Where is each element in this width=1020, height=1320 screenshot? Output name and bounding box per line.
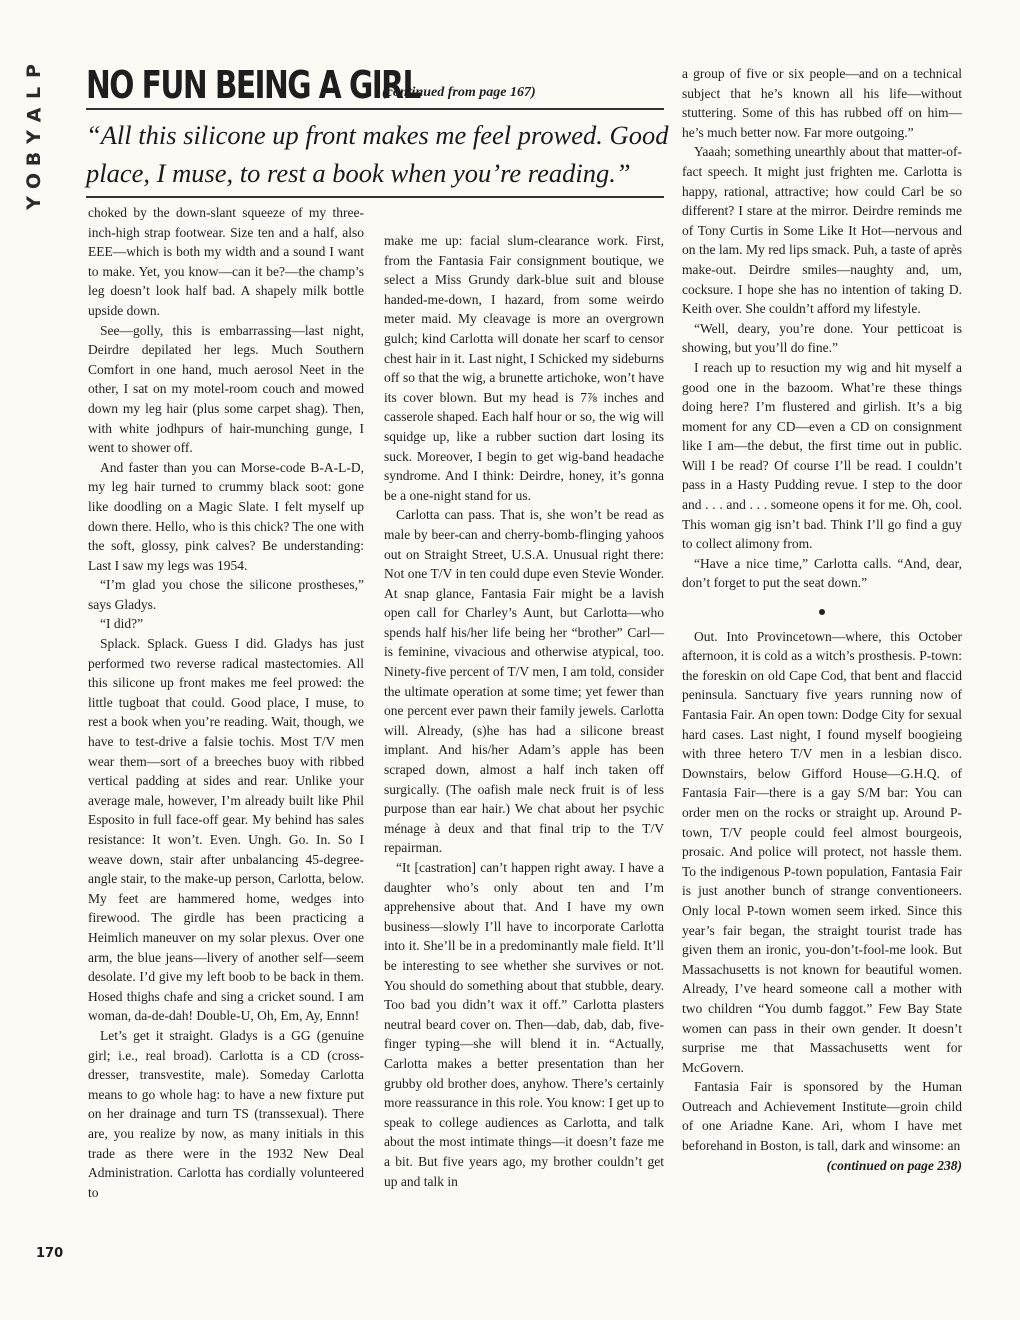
paragraph: “Well, deary, you’re done. Your petticoat is showing, but you’ll do fine.” (682, 320, 962, 356)
paragraph: Let’s get it straight. Gladys is a GG (genuine girl; i.e., real broad). Carlotta is a CD (cross-dresser, transvestite, male). Someday Carlotta means to go whole hag: to have a new fixture put on her drainage and turn TS (transsexual). There are, you realize by now, as many initials in this trade as there were in the 1932 New Deal Administration. Carlotta has cordially volunteered to (88, 1027, 364, 1200)
paragraph: Out. Into Provincetown—where, this October afternoon, it is cold as a witch’s prosthesis. P-town: the foreskin on old Cape Cod, that bent and flaccid peninsula. Sanctuary five years running now of Fantasia Fair. An open town: Dodge City for sexual hard cases. Last night, I found myself boogieing with three hetero T/V men in a lesbian disco. Downstairs, below Gifford House—G.H.Q. of Fantasia Fair—there is a gay S/M bar: You can order men on the rocks or straight up. Around P-town, T/V people could feel almost bourgeois, prosaic. And police will protect, not hassle them. To the indigenous P-town population, Fantasia Fair is just another bunch of strange conventioneers. Only local P-town women seem irked. Since this year’s fair began, the straight tourist trade has given them an ironic, you-don’t-fool-me look. But Massachusetts is not known for beautiful women. Already, I’ve heard someone call a mother with two children “You dumb faggot.” Few Bay State women can pass in their own gender. It doesn’t surprise me that Massachusetts went for McGovern. (682, 628, 962, 1075)
paragraph: “Have a nice time,” Carlotta calls. “And, dear, don’t forget to put the seat down.” (682, 555, 962, 591)
paragraph: “I did?” (100, 616, 144, 632)
paragraph: Yaaah; something unearthly about that matter-of-fact speech. It might just frighten me. Carlotta is happy, rational, attractive; how could Carl be so different? I stare at the mirror. Deirdre reminds me of Tony Curtis in Some Like It Hot—nervous and on the lam. My red lips smack. Puh, a taste of après make-out. Deirdre smiles—naughty and, um, cocksure. I hope she has no intention of taking D. Keith over. She couldn’t afford my lifestyle. (682, 144, 962, 317)
runner-letter: L (22, 86, 45, 100)
article-header (86, 57, 666, 105)
section-bullet-icon (819, 609, 825, 615)
runner-letter: O (23, 172, 45, 190)
page-number: 170 (36, 1246, 64, 1261)
paragraph: I reach up to resuction my wig and hit myself a good one in the bazoom. What’re these things doing here? I’m flustered and girlish. It’s a big moment for any CD—even a CD on consignment like I am—the debut, the first time out in public. Will I be read? Of course I’ll be read. I couldn’t pass in a Hasty Pudding revue. I step to the door and . . . and . . . someone opens it for me. Oh, cool. This woman gig isn’t bad. Think I’ll go find a guy to collect alimony from. (682, 359, 962, 552)
article-column-1 (88, 203, 364, 1202)
continued-from-note: (continued from page 167) (382, 85, 536, 100)
continued-on-note: (continued on page 238) (826, 1157, 962, 1173)
article-column-3 (682, 64, 962, 1175)
paragraph: “It [castration] can’t happen right away. I have a daughter who’s only about ten and I’m apprehensive about that. And I have my own business—slowly I’ll have to incorporate Carlotta into it. She’ll be in a predominantly male field. It’ll be interesting to see whether she survives or not. You should do something about that stubble, deary. Too bad you didn’t wax it off.” Carlotta plasters neutral beard cover on. Then—dab, dab, dab, five-finger typing—she will blend it in. “Actually, Carlotta makes a better presentation than her grubby old brother does, anyhow. There’s certainly more reassurance in this role. You know: I get up to speak to college audiences as Carlotta, and talk about the most intimate things—it doesn’t faze me a bit. But five years ago, my brother couldn’t get up and talk in (384, 860, 664, 1189)
paragraph: And faster than you can Morse-code B-A-L-D, my leg hair turned to crummy black soot: gone like doodling on a Magic Slate. I felt myself up down there. Hello, who is this chick? The one with the soft, glossy, pink calves? Be understanding: Last I saw my legs was 1954. (88, 459, 364, 573)
paragraph: choked by the down-slant squeeze of my three-inch-high strap footwear. Size ten and a half, also EEE—which is both my width and a sound I want to make. Yet, you know—can it be?—the champ’s leg doesn’t look half bad. A shapely milk bottle upside down. (88, 205, 364, 318)
article-headline: NO FUN BEING A GIRL (86, 63, 420, 107)
runner-letter: Y (22, 196, 45, 210)
paragraph: make me up: facial slum-clearance work. First, from the Fantasia Fair consignment boutique, we select a Miss Grundy dark-blue suit and blouse handed-me-down, I hazard, from some weirdo meter maid. My cleavage is more an overgrown gulch; kind Carlotta will donate her scarf to censor chest hair in it. Last night, I Schicked my sideburns off so that the wig, a brunette artichoke, won’t have its cover blown. But my head is 7⅞ inches and casserole shaped. Each half hour or so, the wig will squidge up, like a rubber suction dart losing its suck. Moreover, I begin to get wig-band headache syndrome. And I think: Deirdre, honey, it’s gonna be a one-night stand for us. (384, 233, 664, 503)
runner-letter: B (22, 151, 45, 167)
paragraph: “I’m glad you chose the silicone prostheses,” says Gladys. (88, 577, 364, 612)
runner-letter: A (23, 107, 45, 123)
magazine-runner (22, 60, 46, 214)
pull-quote: “All this silicone up front makes me feel prowed. Good place, I muse, to rest a book when you’re reading.” (86, 120, 669, 188)
article-column-2 (384, 231, 664, 1191)
runner-letter: Y (22, 130, 45, 144)
pull-quote-rule (86, 196, 664, 198)
paragraph: a group of five or six people—and on a technical subject that he’s known all his life—without stuttering. Some of this has rubbed off on him—he’s much better now. Far more outgoing.” (682, 66, 962, 140)
paragraph: Splack. Splack. Guess I did. Gladys has just performed two reverse radical mastectomies. All this silicone up front makes me feel prowed: the little tugboat that could. Good place, I muse, to rest a book when you’re reading. Wait, though, we have to test-drive a falsie tochis. Most T/V men wear them—sort of a breeches buoy with ribbed vertical padding at sides and rear. Unlike your average male, however, I’m already built like Phil Esposito in full face-off gear. My behind has sales resistance: It won’t. Even. Ungh. Go. In. So I weave down, stair after unbalancing 45-degree-angle stair, to the make-up person, Carlotta, below. My feet are hammered home, wedges into firewood. The girdle has been practicing a Heimlich maneuver on my solar plexus. Over one arm, the blue jeans—livery of another self—seem desolate. I’d give my left boob to be back in them. Hosed thighs chafe and sing a cricket sound. I am woman, da-de-dah! Double-U, Oh, Em, Ay, Ennn! (88, 636, 364, 1024)
section-break (682, 601, 962, 621)
paragraph: See—golly, this is embarrassing—last night, Deirdre depilated her legs. Much Southern Comfort in one hand, much aerosol Neet in the other, I sat on my motel-room couch and mowed down my leg hair (plus some carpet shag). Then, with white jodhpurs of hair-munching gunge, I went to shower off. (88, 322, 364, 456)
paragraph: Carlotta can pass. That is, she won’t be read as male by beer-can and cherry-bomb-flinging yahoos out on Straight Street, U.S.A. Unusual right there: Not one T/V in ten could dupe even Stevie Wonder. At snap glance, Fantasia Fair might be a lavish open call for Charley’s Aunt, but Carlotta—who spends half his/her life being her “brother” Carl—is feminine, vivacious and otherwise atypical, too. Ninety-five percent of T/V men, I am told, consider the ultimate operation at some time; yet fewer than one percent ever pawn their family jewels. Carlotta will. Already, (s)he has had a silicone breast implant. And his/her Adam’s apple has been scraped down, almost a half inch taken off surgically. (The oafish male neck fruit is of less purpose than ear hair.) We chat about her psychic ménage à deux and that final trip to the T/V repairman. (384, 507, 664, 856)
headline-rule (86, 108, 664, 110)
runner-letter: P (23, 64, 45, 78)
paragraph: Fantasia Fair is sponsored by the Human Outreach and Achievement Institute—groin child of one Ariadne Kane. Ari, whom I have met beforehand in Boston, is tall, dark and winsome: an (682, 1079, 962, 1154)
